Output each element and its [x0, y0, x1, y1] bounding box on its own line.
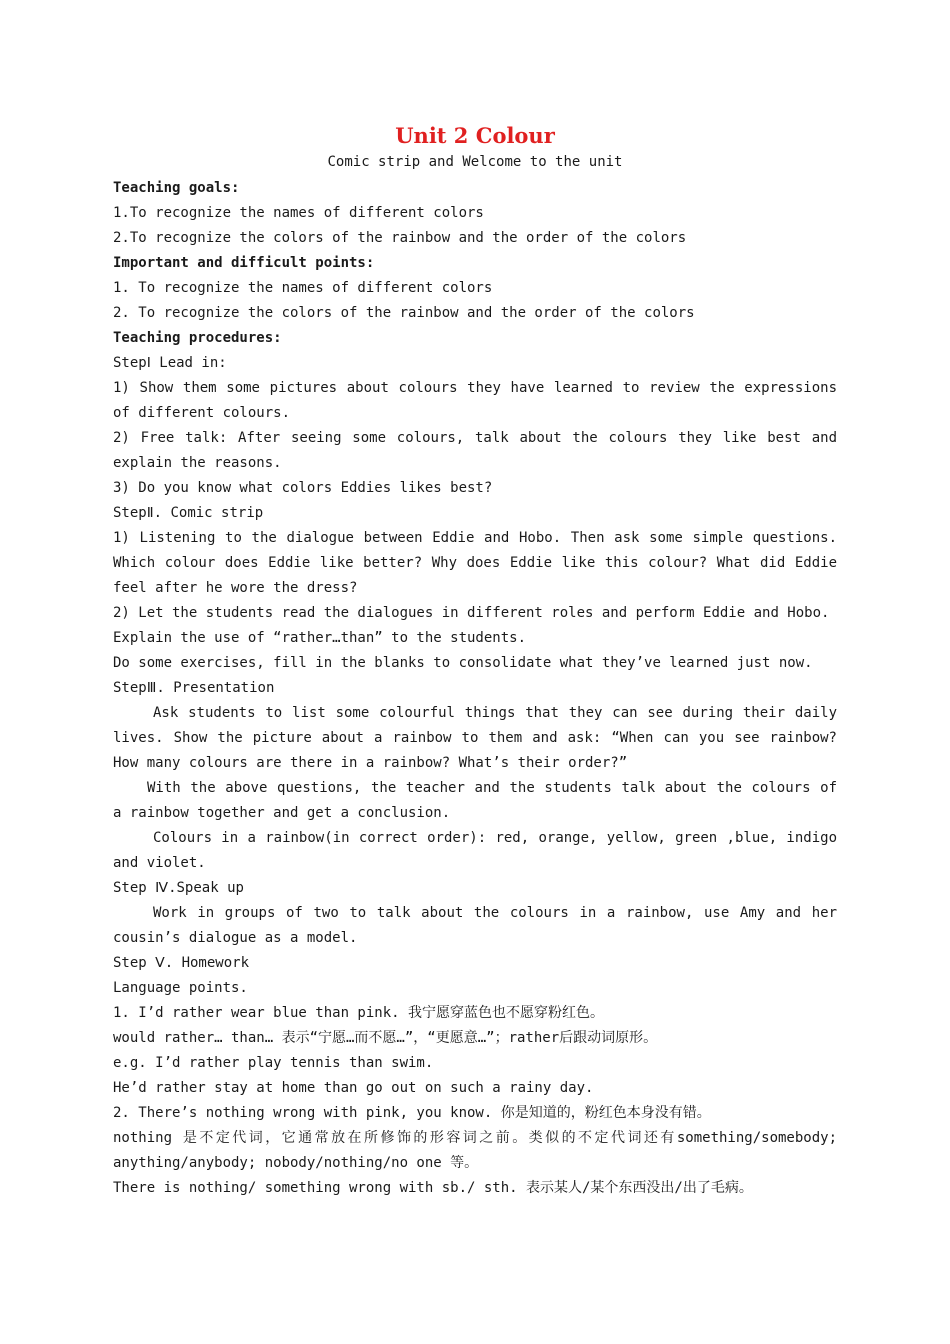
paragraph: Language points. [113, 980, 248, 996]
paragraph: 2. To recognize the colors of the rainbow and the order of the colors [113, 305, 695, 321]
paragraph: With the above questions, the teacher and the students talk about the colours of a rainbow together and get a conclusion. [113, 780, 837, 821]
paragraph: 2. There’s nothing wrong with pink, you know. 你是知道的，粉红色本身没有错。 [113, 1105, 711, 1121]
paragraph: 2.To recognize the colors of the rainbow and the order of the colors [113, 230, 687, 246]
paragraph: e.g. I’d rather play tennis than swim. [113, 1055, 434, 1071]
document-body [113, 176, 837, 1201]
paragraph: Colours in a rainbow(in correct order): red, orange, yellow, green ,blue, indigo and violet. [113, 830, 837, 871]
step-heading: StepⅠ Lead in: [113, 355, 227, 371]
section-heading: Teaching goals: [113, 180, 240, 196]
step-heading: Step Ⅴ. Homework [113, 955, 250, 971]
step-heading: StepⅡ. Comic strip [113, 505, 264, 521]
paragraph: Work in groups of two to talk about the colours in a rainbow, use Amy and her cousin’s dialogue as a model. [113, 905, 837, 946]
paragraph: There is nothing/ something wrong with sb./ sth. 表示某人/某个东西没出/出了毛病。 [113, 1180, 753, 1196]
page-subtitle: Comic strip and Welcome to the unit [327, 154, 623, 170]
paragraph: Do some exercises, fill in the blanks to consolidate what they’ve learned just now. [113, 655, 813, 671]
paragraph: Explain the use of “rather…than” to the students. [113, 630, 527, 646]
paragraph: would rather… than… 表示“宁愿…而不愿…”，“更愿意…”；rather后跟动词原形。 [113, 1030, 658, 1046]
paragraph: 1. To recognize the names of different colors [113, 280, 493, 296]
paragraph: 1) Listening to the dialogue between Eddie and Hobo. Then ask some simple questions. Which colour does Eddie like better? Why does Eddie like this colour? What did Eddie feel after he wore the dress? [113, 530, 837, 596]
section-heading: Teaching procedures: [113, 330, 282, 346]
paragraph: 1.To recognize the names of different colors [113, 205, 484, 221]
section-heading: Important and difficult points: [113, 255, 375, 271]
paragraph: 1) Show them some pictures about colours they have learned to review the expressions of different colours. [113, 380, 837, 421]
paragraph: Ask students to list some colourful things that they can see during their daily lives. Show the picture about a rainbow to them and ask: “When can you see rainbow? How many colours are there in a rainbow? What’s their order?” [113, 705, 837, 771]
paragraph: 3) Do you know what colors Eddies likes best? [113, 480, 493, 496]
step-heading: StepⅢ. Presentation [113, 680, 275, 696]
page-title: Unit 2 Colour [395, 123, 555, 148]
step-heading: Step Ⅳ.Speak up [113, 880, 244, 896]
paragraph: He’d rather stay at home than go out on such a rainy day. [113, 1080, 594, 1096]
paragraph: nothing 是不定代词，它通常放在所修饰的形容词之前。类似的不定代词还有something/somebody; anything/anybody; nobody/nothing/no one 等。 [113, 1130, 837, 1171]
paragraph: 2) Free talk: After seeing some colours, talk about the colours they like best and explain the reasons. [113, 430, 837, 471]
paragraph: 2) Let the students read the dialogues in different roles and perform Eddie and Hobo. [113, 605, 830, 621]
paragraph: 1. I’d rather wear blue than pink. 我宁愿穿蓝色也不愿穿粉红色。 [113, 1005, 605, 1021]
